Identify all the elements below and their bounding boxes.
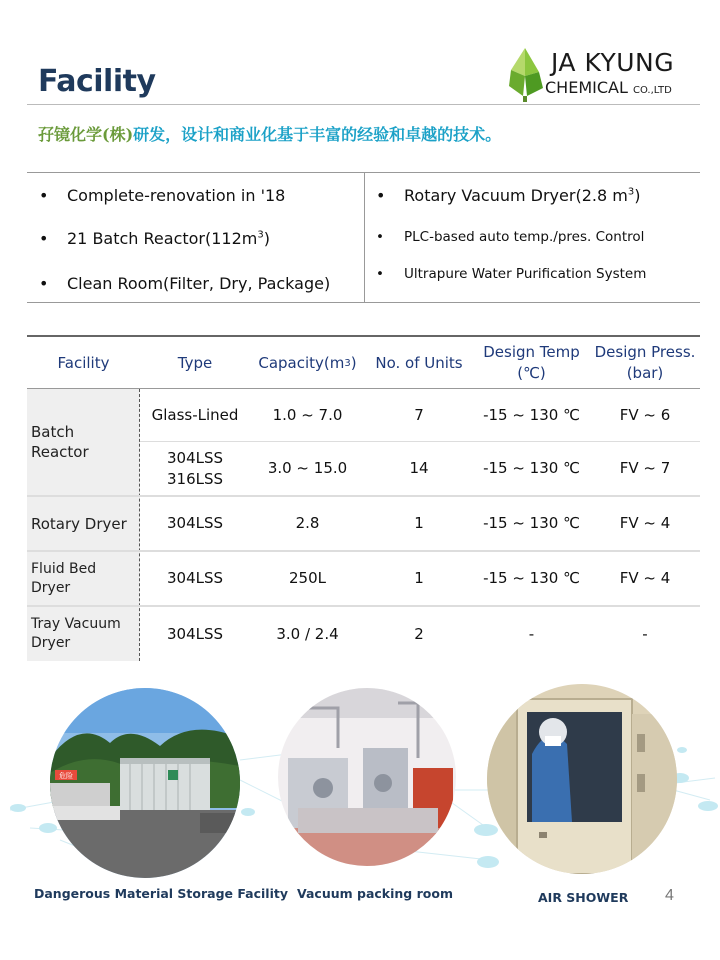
cell-capacity: 3.0 ~ 15.0 xyxy=(267,459,348,477)
cell-units: 7 xyxy=(414,405,424,424)
feature-plc-control: • PLC-based auto temp./pres. Control xyxy=(376,229,645,245)
header-type: Type xyxy=(177,353,213,372)
feature-batch-reactor: • 21 Batch $Reactor(112m^3)$ xyxy=(39,229,270,248)
group-label-batch-reactor: Batch Reactor xyxy=(31,423,89,461)
feature-rotary-dryer: • Rotary Vacuum Dryer(2.8 $m^3$) xyxy=(376,186,641,205)
cell-type: 304LSS 316LSS xyxy=(166,448,224,488)
header-units: No. of Units xyxy=(375,353,463,372)
leaf-logo-icon xyxy=(505,46,549,102)
vacuum-packing-photo xyxy=(278,688,456,866)
cell-temp: -15 ~ 130 ℃ xyxy=(483,569,580,587)
features-box xyxy=(27,172,700,303)
caption-vacuum-packing: Vacuum packing room xyxy=(297,886,453,901)
cell-temp: -15 ~ 130 ℃ xyxy=(483,459,580,477)
company-name: 孖镜化学(株) xyxy=(38,125,134,144)
cell-type: Glass-Lined xyxy=(151,405,239,424)
cell-type: 304LSS xyxy=(166,624,224,643)
header-facility: Facility xyxy=(57,353,110,372)
cell-capacity: 2.8 xyxy=(295,514,320,532)
cell-capacity: 1.0 ~ 7.0 xyxy=(272,405,343,424)
cell-temp: -15 ~ 130 ℃ xyxy=(483,405,580,424)
air-shower-photo xyxy=(487,684,677,874)
logo-line1: JA KYUNG xyxy=(551,48,675,77)
cell-press: FV ~ 6 xyxy=(619,405,671,424)
feature-clean-room: • Clean Room(Filter, Dry, Package) xyxy=(39,274,331,293)
feature-renovation: • Complete-renovation in '18 xyxy=(39,186,286,205)
cell-units: 1 xyxy=(414,569,424,587)
page-title: Facility xyxy=(38,64,156,99)
cell-press: FV ~ 7 xyxy=(619,459,671,477)
header-design-press: Design Press. (bar) xyxy=(594,343,696,382)
cell-press: FV ~ 4 xyxy=(619,514,671,532)
storage-scene-icon xyxy=(50,688,240,878)
header-design-temp: Design Temp (℃) xyxy=(483,343,580,382)
header-capacity: Capacity(m 3 ) xyxy=(258,353,357,372)
danger-sign-label: 危险 xyxy=(59,772,73,780)
cell-capacity: 3.0 / 2.4 xyxy=(276,624,339,643)
cell-type: 304LSS xyxy=(166,514,224,532)
subtitle xyxy=(38,122,501,145)
group-label-tray-vacuum-dryer: Tray Vacuum Dryer xyxy=(31,616,121,651)
air-shower-scene-icon xyxy=(487,684,677,874)
cell-units: 1 xyxy=(414,514,424,532)
cell-temp: - xyxy=(528,624,535,643)
logo-line2: CHEMICAL CO.,LTD xyxy=(545,78,672,97)
page-number: 4 xyxy=(665,887,674,904)
storage-facility-photo xyxy=(50,688,240,878)
packing-room-scene-icon xyxy=(278,688,456,866)
caption-air-shower: AIR SHOWER xyxy=(538,890,629,905)
company-logo xyxy=(505,44,680,104)
photo-gallery xyxy=(0,680,720,910)
cell-temp: -15 ~ 130 ℃ xyxy=(483,514,580,532)
caption-storage-facility: Dangerous Material Storage Facility xyxy=(34,886,288,901)
header-divider xyxy=(27,104,700,105)
feature-water-purification: • Ultrapure Water Purification System xyxy=(376,266,647,282)
cell-type: 304LSS xyxy=(166,569,224,587)
subtitle-text: 研发，设计和商业化基于丰富的经验和卓越的技术。 xyxy=(133,125,502,144)
features-divider xyxy=(364,173,365,303)
cell-capacity: 250L xyxy=(289,569,326,587)
group-label-fluid-bed-dryer: Fluid Bed Dryer xyxy=(31,560,97,596)
cell-press: - xyxy=(642,624,648,643)
cell-units: 14 xyxy=(409,459,429,477)
group-label-rotary-dryer: Rotary Dryer xyxy=(31,514,127,533)
cell-units: 2 xyxy=(414,624,424,643)
cell-press: FV ~ 4 xyxy=(619,569,671,587)
